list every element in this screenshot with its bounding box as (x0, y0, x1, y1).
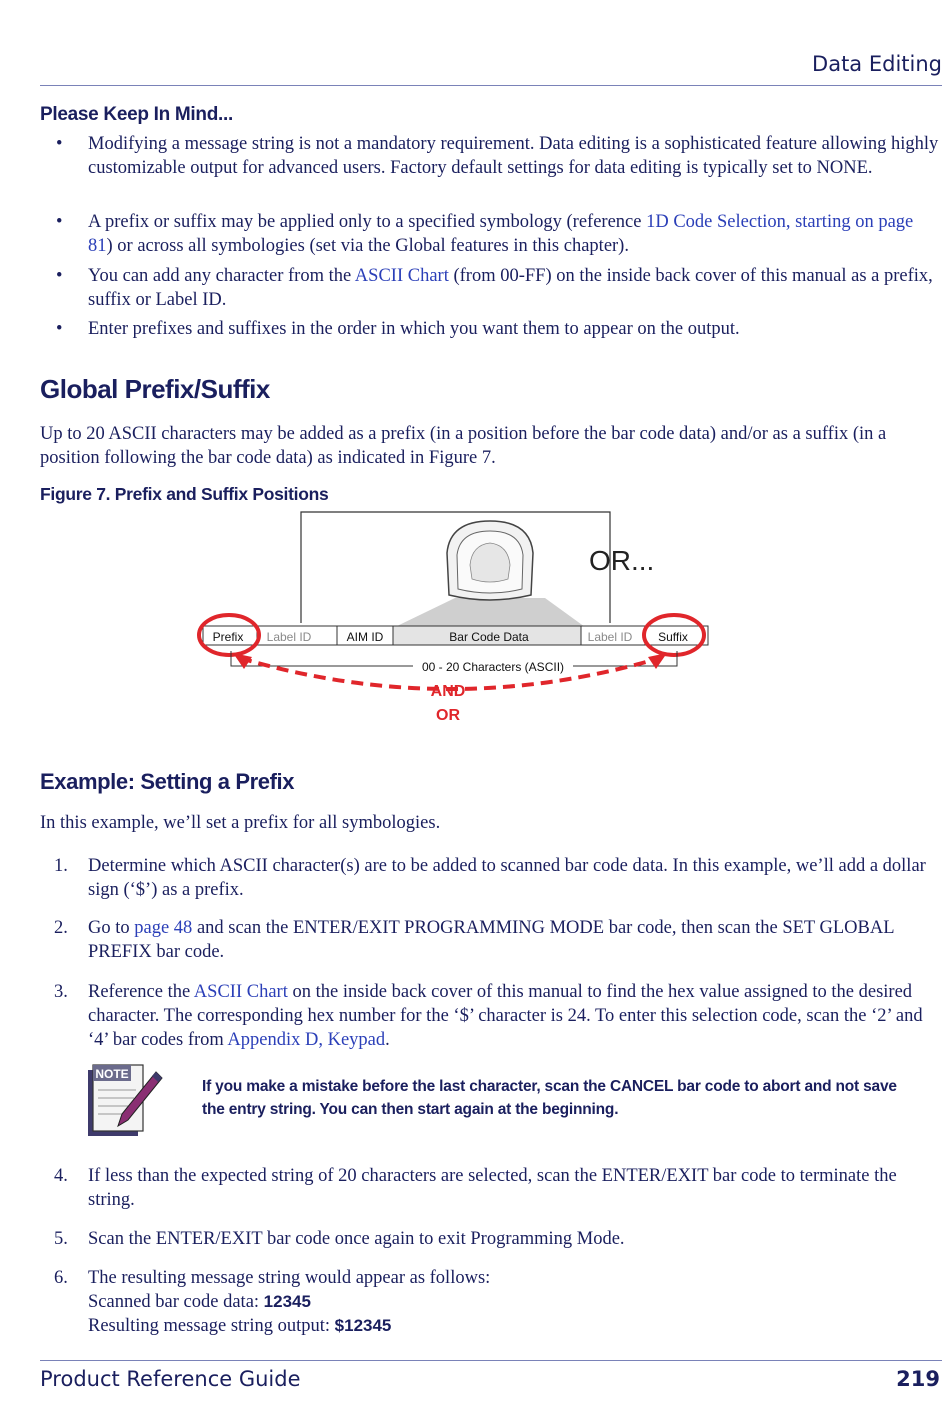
bullet-item (40, 317, 940, 341)
and-label: AND (430, 683, 466, 700)
step-text: Go to (88, 918, 135, 938)
step-item (40, 1227, 940, 1251)
scanned-data-label: Scanned bar code data: (88, 1292, 264, 1312)
bullet-dot: • (56, 319, 63, 339)
step-item (40, 1164, 940, 1212)
link-1d-code-selection[interactable]: 1D Code Selection, starting on page 81 (88, 212, 914, 256)
bullet-item (40, 264, 940, 312)
step-item (40, 980, 940, 1052)
output-label: Resulting message string output: (88, 1316, 335, 1336)
step-text: Reference the (88, 982, 194, 1002)
step-text: and scan the ENTER/EXIT PROGRAMMING MODE bar code, then scan the SET GLOBAL PREFIX bar code. (88, 918, 894, 962)
section-title: Data Editing (812, 52, 942, 76)
field-suffix: Suffix (658, 630, 688, 644)
step-number: 1. (54, 856, 68, 876)
range-label: 00 - 20 Characters (ASCII) (421, 660, 565, 674)
bullet-text: (from 00-FF) on the inside back cover of this manual as a prefix, suffix or Label ID. (88, 266, 933, 310)
bullet-dot: • (56, 212, 63, 232)
step-number: 6. (54, 1268, 68, 1288)
field-label-id: Label ID (266, 630, 312, 644)
page-number: 219 (896, 1367, 940, 1391)
bullet-item (40, 210, 940, 258)
step-text: If less than the expected string of 20 characters are selected, scan the ENTER/EXIT bar code to terminate the string. (88, 1166, 897, 1210)
scanned-data-value: 12345 (263, 1292, 311, 1311)
example-intro: In this example, we’ll set a prefix for all symbologies. (40, 813, 441, 833)
link-ascii-chart[interactable]: ASCII Chart (193, 982, 288, 1002)
step-text: Scan the ENTER/EXIT bar code once again to exit Programming Mode. (88, 1229, 625, 1249)
link-ascii-chart[interactable]: ASCII Chart (354, 266, 449, 286)
step-text: Determine which ASCII character(s) are to be added to scanned bar code data. In this example, we’ll add a dollar sign (‘$’) as a prefix. (88, 856, 926, 900)
step-text: The resulting message string would appear as follows: (88, 1268, 491, 1288)
bullet-text: A prefix or suffix may be applied only to a specified symbology (reference (88, 212, 647, 232)
arrow-left (233, 653, 252, 669)
or-label: OR... (589, 545, 655, 576)
output-value: $12345 (334, 1316, 392, 1335)
global-intro-text: Up to 20 ASCII characters may be added as a prefix (in a position before the bar code data) and/or as a suffix (in a position following the bar code data) as indicated in Figure 7. (40, 424, 887, 468)
arrow-right (648, 653, 667, 669)
field-aim-id: AIM ID (346, 630, 384, 644)
example-heading: Example: Setting a Prefix (40, 769, 295, 794)
bullet-dot: • (56, 134, 63, 154)
global-prefix-suffix-heading: Global Prefix/Suffix (40, 374, 270, 404)
figure-caption: Figure 7. Prefix and Suffix Positions (40, 484, 329, 504)
step-item (40, 1266, 940, 1338)
scan-beam (395, 598, 585, 627)
bullet-text: Modifying a message string is not a mandatory requirement. Data editing is a sophisticated feature allowing highly customizable output for advanced users. Factory default settings for data editing is typically set to NONE. (88, 134, 939, 178)
or-label-bottom: OR (436, 707, 460, 724)
step-text: . (385, 1030, 390, 1050)
note-icon (84, 1062, 166, 1142)
scanner-icon (447, 521, 533, 600)
step-item (40, 854, 940, 902)
link-appendix-d-keypad[interactable]: Appendix D, Keypad (227, 1030, 386, 1050)
step-text: on the inside back cover of this manual to find the hex value assigned to the desired character. The corresponding hex number for the ‘$’ character is 24. To enter this selection code, scan the ‘2’ and ‘4’ bar codes from (88, 982, 923, 1050)
step-number: 3. (54, 982, 68, 1002)
step-number: 5. (54, 1229, 68, 1249)
footer-rule (40, 1360, 942, 1361)
step-number: 4. (54, 1166, 68, 1186)
bullet-text: You can add any character from the (88, 266, 355, 286)
prefix-suffix-figure (0, 505, 950, 735)
bullet-dot: • (56, 266, 63, 286)
note-icon-label: NOTE (95, 1067, 129, 1081)
bullet-text: Enter prefixes and suffixes in the order in which you want them to appear on the output. (88, 319, 740, 339)
step-item (40, 916, 940, 964)
bullet-text: ) or across all symbologies (set via the Global features in this chapter). (106, 236, 629, 256)
keep-in-mind-heading: Please Keep In Mind... (40, 104, 233, 125)
guide-title: Product Reference Guide (40, 1367, 301, 1391)
link-page-48[interactable]: page 48 (134, 918, 193, 938)
field-bar-code-data: Bar Code Data (449, 630, 529, 644)
field-prefix: Prefix (212, 630, 244, 644)
bullet-item (40, 132, 940, 180)
note-text: If you make a mistake before the last character, scan the CANCEL bar code to abort and not save the entry string. You can then start again at the beginning. (202, 1078, 897, 1118)
step-number: 2. (54, 918, 68, 938)
header-rule (40, 85, 942, 86)
field-label-id-2: Label ID (587, 630, 633, 644)
